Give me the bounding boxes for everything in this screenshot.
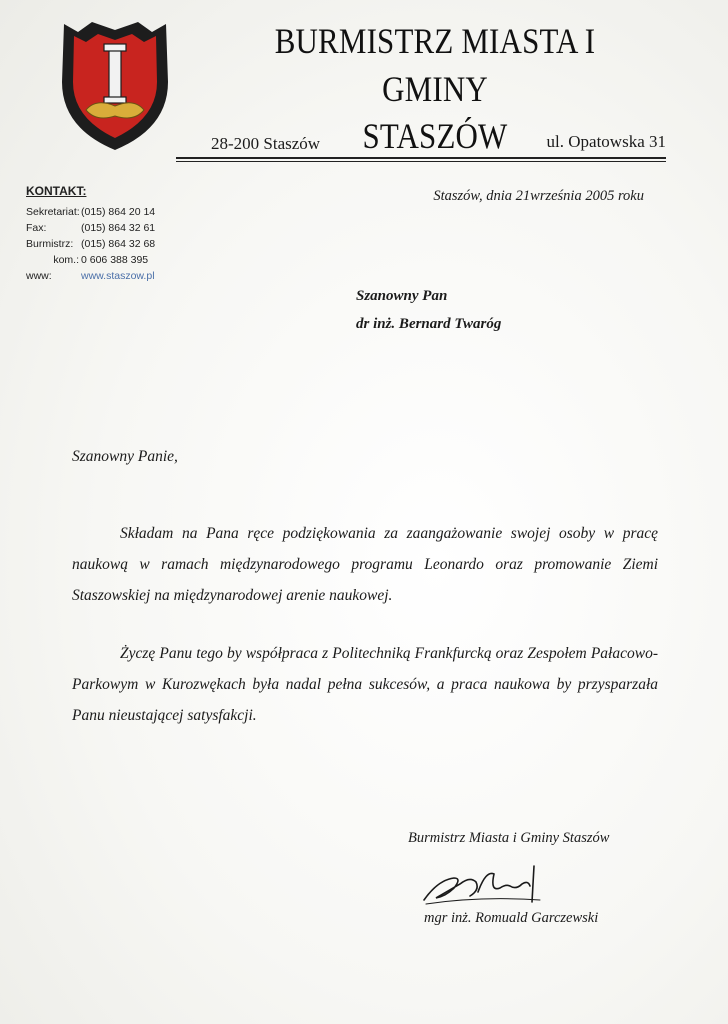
contact-label: www: (26, 270, 52, 282)
contact-label: Sekretariat: (26, 206, 80, 218)
contact-label: Fax: (26, 222, 47, 234)
contact-row (26, 220, 155, 236)
contact-row (26, 236, 155, 252)
contact-value: 0 606 388 395 (81, 254, 149, 266)
greeting: Szanowny Panie, (72, 448, 178, 465)
contact-value: (015) 864 20 14 (81, 206, 156, 218)
contact-heading: KONTAKT: (26, 184, 87, 198)
signatory-office: Burmistrz Miasta i Gminy Staszów (408, 830, 610, 846)
contact-block (26, 184, 155, 284)
coat-of-arms-icon (56, 18, 174, 152)
title-line-2: STASZÓW (362, 116, 508, 157)
contact-value: (015) 864 32 68 (81, 238, 156, 250)
signatory-name: mgr inż. Romuald Garczewski (424, 910, 599, 926)
contact-label: Burmistrz: (26, 238, 74, 250)
contact-row (26, 252, 155, 268)
body-paragraph-1: Składam na Pana ręce podziękowania za zaangażowanie swojej osoby w pracę naukową w ramach międzynarodowego programu Leonardo oraz promowanie Ziemi Staszowskiej na międzynarodowej arenie naukowej. (72, 525, 658, 604)
contact-label: kom.: (53, 254, 79, 266)
website-link[interactable]: www.staszow.pl (81, 270, 155, 282)
postal-address: 28-200 Staszów (211, 134, 321, 153)
contact-row (26, 268, 155, 284)
recipient-name: dr inż. Bernard Twaróg (356, 316, 502, 332)
handwritten-signature-icon (420, 862, 560, 908)
header-divider (176, 157, 666, 159)
header-divider-thin (176, 161, 666, 162)
body-paragraph-2: Życzę Panu tego by współpraca z Politechniką Frankfurcką oraz Zespołem Pałacowo- Parkowym w Kurozwękach była nadal pełna sukcesów, a praca naukowa by przysparzała Panu nieustającej satysfakcji. (72, 645, 658, 724)
recipient-block (356, 282, 501, 338)
contact-row (26, 204, 155, 220)
letter-date: Staszów, dnia 21września 2005 roku (433, 188, 644, 204)
title-line-1: BURMISTRZ MIASTA I GMINY (274, 21, 596, 109)
recipient-salutation: Szanowny Pan (356, 288, 448, 304)
street-address: ul. Opatowska 31 (546, 132, 666, 151)
contact-value: (015) 864 32 61 (81, 222, 156, 234)
